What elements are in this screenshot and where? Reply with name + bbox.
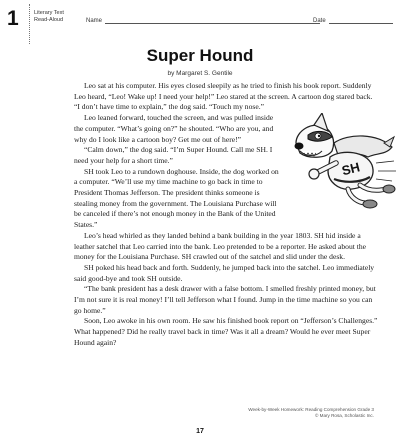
- story-title: Super Hound: [146, 46, 254, 65]
- story-paragraph: “The bank president has a desk drawer with a false bottom. I smelled freshly printed money, but I’m not sure it is real money! I’ll tell Jefferson what I found. Jump in the time machine so you can go home.”: [74, 284, 376, 315]
- story-paragraph: SH poked his head back and forth. Suddenly, he jumped back into the satchel. Leo immediately said good-bye and took SH outside.: [74, 262, 375, 283]
- story-paragraph: Soon, Leo awoke in his own room. He saw his finished book report on “Jefferson’s Challenges.” What happened? Did he really travel back in time? Was it all a dream? Would he ever meet Super Hound again?: [74, 316, 378, 347]
- name-label: Name: [86, 18, 103, 24]
- page-number: 17: [196, 428, 204, 435]
- date-field[interactable]: [313, 17, 393, 24]
- section-label-line2: Read-Aloud: [34, 17, 64, 23]
- name-field[interactable]: [86, 17, 320, 24]
- footer-credit: [248, 407, 374, 419]
- story-paragraph: SH took Leo to a rundown doghouse. Inside, the dog worked on a computer. “We’ll use my time machine to go back in time to President Thomas Jefferson. The president thinks someone is stealing money from the government. The Louisiana Purchase will be canceled if there’s not enough money in the Bank of the United States.”: [74, 166, 279, 230]
- section-label-line1: Literary Text: [34, 10, 64, 16]
- date-label: Date: [313, 18, 326, 24]
- name-write-line[interactable]: [105, 17, 320, 24]
- dotted-margin-line: [29, 4, 30, 44]
- story-paragraph: “Calm down,” the dog said. “I’m Super Hound. Call me SH. I need your help for a short time.”: [74, 145, 273, 165]
- unit-number: 1: [7, 7, 19, 30]
- date-write-line[interactable]: [329, 17, 393, 24]
- footer-credit-line2: © Mary Rosa, Scholastic Inc.: [314, 413, 374, 418]
- footer-credit-line1: Week-by-Week Homework: Reading Comprehension Grade 3: [248, 407, 374, 412]
- story-paragraph: Leo sat at his computer. His eyes closed sleepily as he tried to finish his book report. Suddenly Leo heard, “Leo! Wake up! I need your help!” Leo stared at the screen. A cartoon dog stared back. “I don’t have time to explain,” the dog said. “Touch my nose.”: [74, 81, 373, 112]
- story-body: [74, 81, 380, 349]
- section-label: [34, 10, 64, 24]
- story-paragraph: Leo leaned forward, touched the screen, and was pulled inside the computer. “What’s going on?” he shouted. “Who are you, and why do I look like a cartoon boy? Get me out of here!”: [74, 113, 274, 144]
- super-hound-illustration: [290, 113, 400, 211]
- chest-letters: SH: [340, 159, 362, 179]
- story-byline: by Margaret S. Gentile: [167, 70, 233, 77]
- story-paragraph: Leo’s head whirled as they landed behind a bank building in the year 1803. SH hid inside a leather satchel that Leo carried into the bank. Leo pretended to be a reporter. He asked about the money for the Louisiana Purchase. SH crawled out of the satchel and slid under the desk.: [74, 230, 367, 262]
